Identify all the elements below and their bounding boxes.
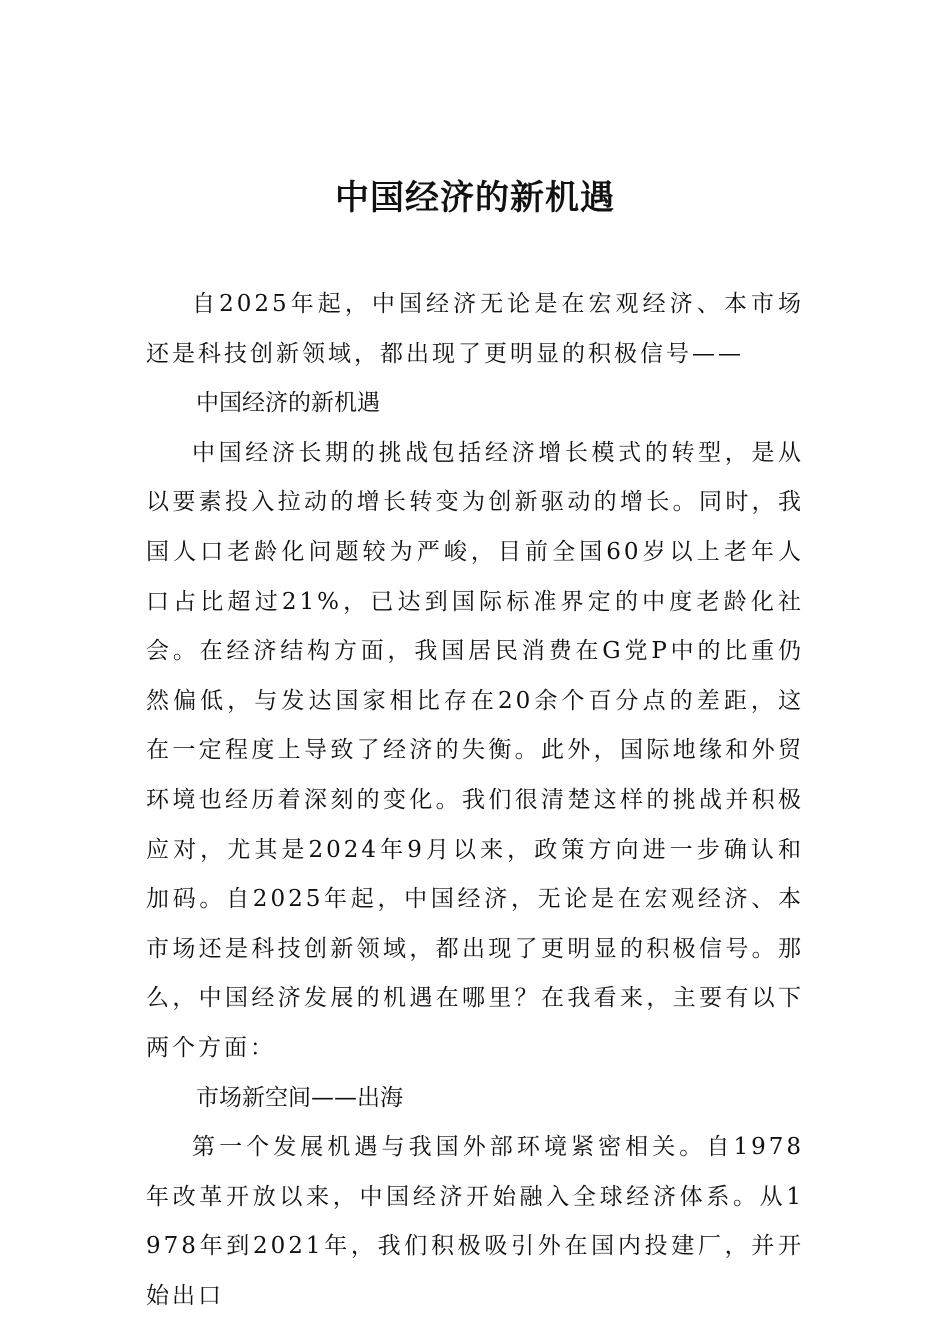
document-title: 中国经济的新机遇 — [335, 178, 615, 218]
section-heading-new-opportunities: 中国经济的新机遇 — [196, 390, 380, 417]
intro-paragraph: 自2025年起，中国经济无论是在宏观经济、本市场还是科技创新领域，都出现了更明显的积极信号—— — [146, 291, 804, 367]
section-paragraph-opening-up: 第一个发展机遇与我国外部环境紧密相关。自1978年改革开放以来，中国经济开始融入全球经济体系。从1978年到2021年，我们积极吸引外在国内投建厂，并开始出口 — [146, 1134, 804, 1309]
section-heading-going-overseas: 市场新空间——出海 — [196, 1084, 403, 1111]
section-paragraph-challenges: 中国经济长期的挑战包括经济增长模式的转型，是从以要素投入拉动的增长转变为创新驱动的增长。同时，我国人口老龄化问题较为严峻，目前全国60岁以上老年人口占比超过21%，已达到国际标准界定的中度老龄化社会。在经济结构方面，我国居民消费在G党P中的比重仍然偏低，与发达国家相比存在20余个百分点的差距，这在一定程度上导致了经济的失衡。此外，国际地缘和外贸环境也经历着深刻的变化。我们很清楚这样的挑战并积极应对，尤其是2024年9月以来，政策方向进一步确认和加码。自2025年起，中国经济，无论是在宏观经济、本市场还是科技创新领域，都出现了更明显的积极信号。那么，中国经济发展的机遇在哪里？在我看来，主要有以下两个方面： — [146, 439, 804, 1061]
document-body — [146, 280, 804, 1321]
